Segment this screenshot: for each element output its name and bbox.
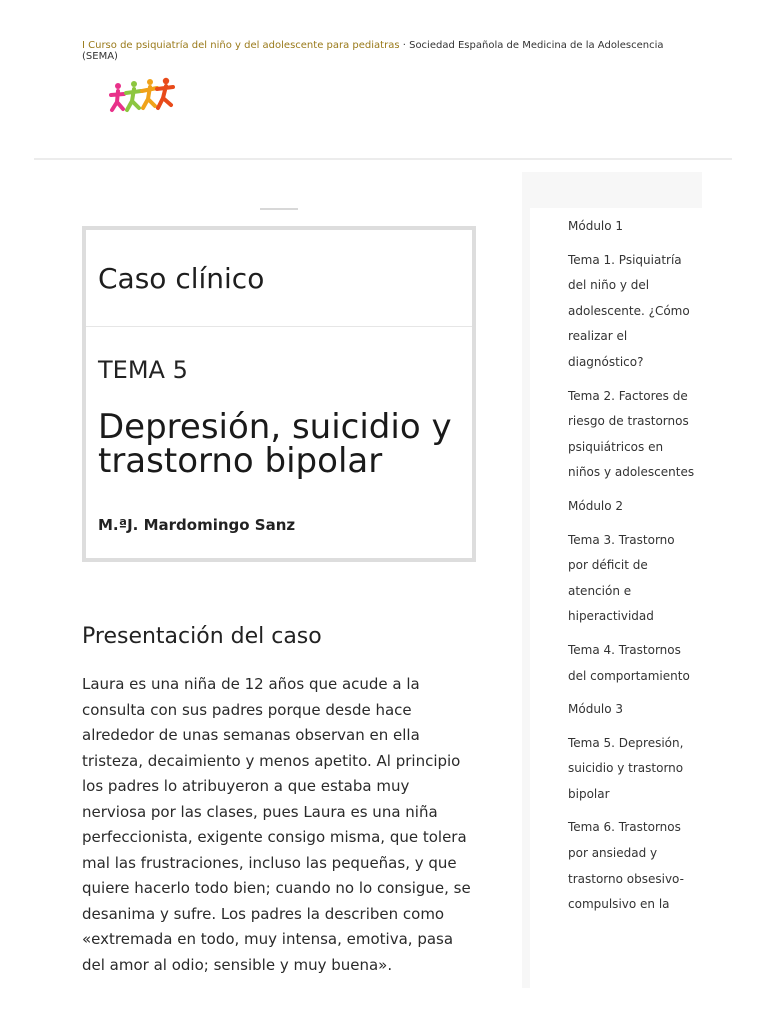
- sidebar-item-tema-2[interactable]: Tema 2. Factores de riesgo de trastornos psiquiátricos en niños y adolescentes: [568, 388, 695, 480]
- sidebar-item-tema-5[interactable]: Tema 5. Depresión, suicidio y trastorno bipolar: [568, 735, 684, 801]
- case-box-divider: [86, 326, 472, 327]
- case-presentation-text: Laura es una niña de 12 años que acude a la consulta con sus padres porque desde hace alrededor de unas semanas observan en ella tristeza, decaimiento y menos apetito. Al principio los padres lo atribuyeron a que estaba muy nerviosa por las clases, pues Laura es una niña perfeccionista, exigente consigo misma, que tolera mal las frustraciones, incluso las pequeñas, y que quiere hacerlo todo bien; cuando no lo consigue, se desanima y sufre. Los padres la describen como «extremada en todo, muy intensa, emotiva, pasa del amor al odio; sensible y muy buena».: [82, 675, 471, 974]
- sidebar-item-tema-3[interactable]: Tema 3. Trastorno por déficit de atención e hiperactividad: [568, 532, 675, 624]
- breadcrumb: [82, 40, 682, 62]
- case-title-box: [82, 226, 476, 562]
- running-kids-logo-icon[interactable]: [108, 76, 178, 120]
- sidebar-item-modulo-2[interactable]: Módulo 2: [568, 498, 624, 513]
- section-heading: Presentación del caso: [82, 624, 322, 649]
- society-name: Sociedad Española de Medicina de la Adolescencia (SEMA): [82, 40, 664, 62]
- header-divider: [34, 158, 732, 160]
- course-link[interactable]: I Curso de psiquiatría del niño y del adolescente para pediatras: [82, 40, 400, 51]
- case-label: Caso clínico: [98, 262, 265, 295]
- tema-title: Depresión, suicidio y trastorno bipolar: [98, 407, 452, 481]
- author-name: M.ªJ. Mardomingo Sanz: [98, 516, 296, 534]
- sidebar-item-tema-6[interactable]: Tema 6. Trastornos por ansiedad y trastorno obsesivo-compulsivo en la: [568, 820, 684, 912]
- tema-number: TEMA 5: [98, 356, 188, 384]
- content-divider: [260, 208, 298, 210]
- sidebar-nav: [568, 214, 698, 926]
- sidebar-item-modulo-1[interactable]: Módulo 1: [568, 219, 624, 233]
- sidebar-item-tema-4[interactable]: Tema 4. Trastornos del comportamiento: [568, 642, 690, 683]
- sidebar-item-tema-1[interactable]: Tema 1. Psiquiatría del niño y del adolescente. ¿Cómo realizar el diagnóstico?: [568, 252, 690, 369]
- breadcrumb-separator: ·: [399, 40, 410, 51]
- sidebar-item-modulo-3[interactable]: Módulo 3: [568, 702, 624, 717]
